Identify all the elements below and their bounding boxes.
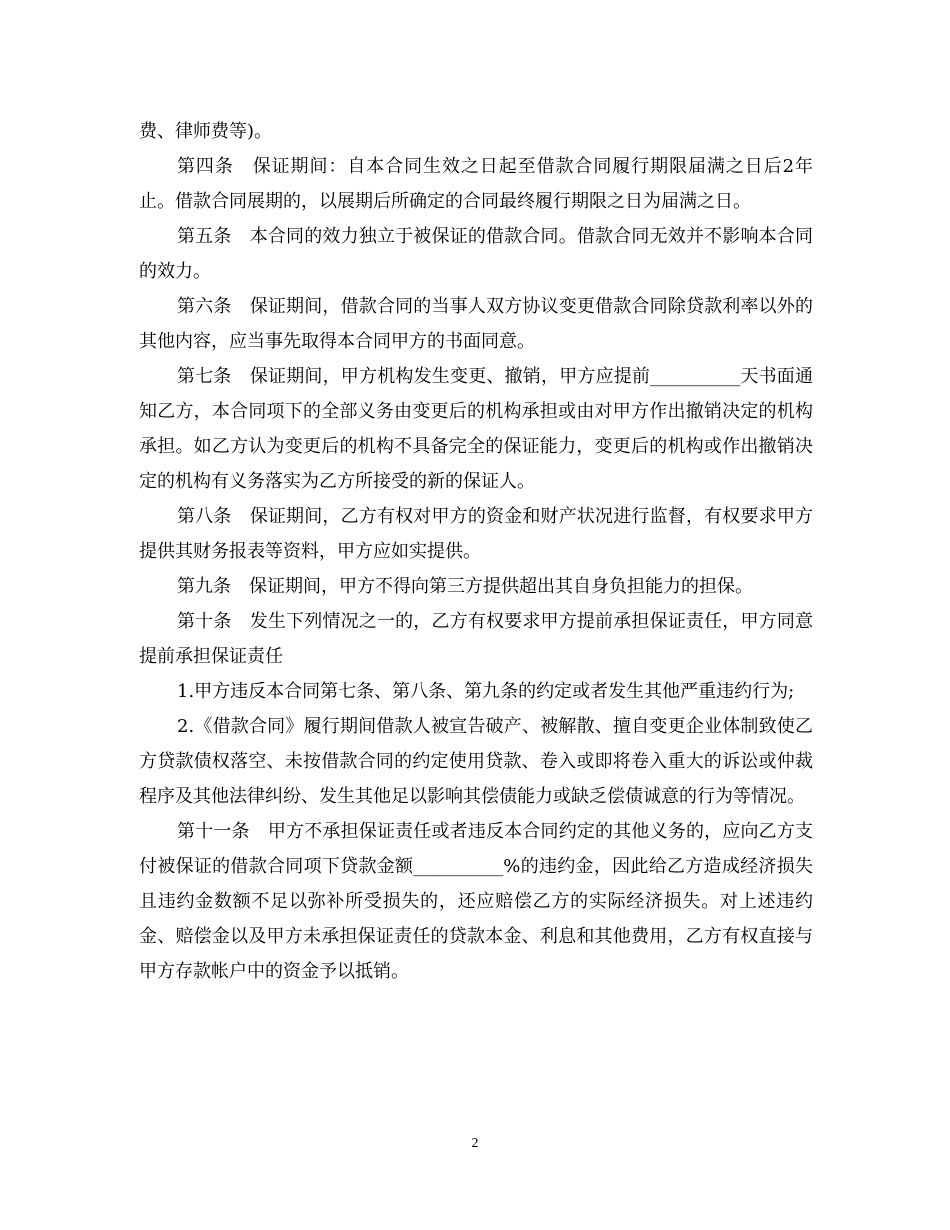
paragraph-article-10-item-1: 1.甲方违反本合同第七条、第八条、第九条的约定或者发生其他严重违约行为; (177, 681, 795, 702)
paragraph-article-8: 第八条 保证期间，乙方有权对甲方的资金和财产状况进行监督，有权要求甲方提供其财务报表等资料，甲方应如实提供。 (139, 506, 813, 562)
paragraph-article-5: 第五条 本合同的效力独立于被保证的借款合同。借款合同无效并不影响本合同的效力。 (139, 226, 813, 282)
paragraph-fees-continued: 费、律师费等)。 (139, 121, 273, 142)
paragraph-article-11: 第十一条 甲方不承担保证责任或者违反本合同约定的其他义务的，应向乙方支付被保证的借款合同项下贷款金额__________%的违约金，因此给乙方造成经济损失且违约金数额不足以弥补所受损失的，还应赔偿乙方的实际经济损失。对上述违约金、赔偿金以及甲方未承担保证责任的贷款本金、利息和其他费用，乙方有权直接与甲方存款帐户中的资金予以抵销。 (139, 821, 813, 982)
paragraph-article-9: 第九条 保证期间，甲方不得向第三方提供超出其自身负担能力的担保。 (177, 576, 753, 597)
paragraph-article-10-item-2: 2.《借款合同》履行期间借款人被宣告破产、被解散、擅自变更企业体制致使乙方贷款债权落空、未按借款合同的约定使用贷款、卷入或即将卷入重大的诉讼或仲裁程序及其他法律纠纷、发生其他足以影响其偿债能力或缺乏偿债诚意的行为等情况。 (139, 716, 813, 807)
page-number: 2 (471, 1136, 479, 1151)
paragraph-article-7: 第七条 保证期间，甲方机构发生变更、撤销，甲方应提前__________天书面通知乙方，本合同项下的全部义务由变更后的机构承担或由对甲方作出撤销决定的机构承担。如乙方认为变更后的机构不具备完全的保证能力，变更后的机构或作出撤销决定的机构有义务落实为乙方所接受的新的保证人。 (139, 366, 813, 492)
paragraph-article-10: 第十条 发生下列情况之一的，乙方有权要求甲方提前承担保证责任，甲方同意提前承担保证责任 (139, 611, 813, 667)
paragraph-article-4: 第四条 保证期间：自本合同生效之日起至借款合同履行期限届满之日后2年止。借款合同展期的，以展期后所确定的合同最终履行期限之日为届满之日。 (139, 156, 813, 212)
paragraph-article-6: 第六条 保证期间，借款合同的当事人双方协议变更借款合同除贷款利率以外的其他内容，应当事先取得本合同甲方的书面同意。 (139, 296, 813, 352)
document-body (139, 114, 813, 989)
